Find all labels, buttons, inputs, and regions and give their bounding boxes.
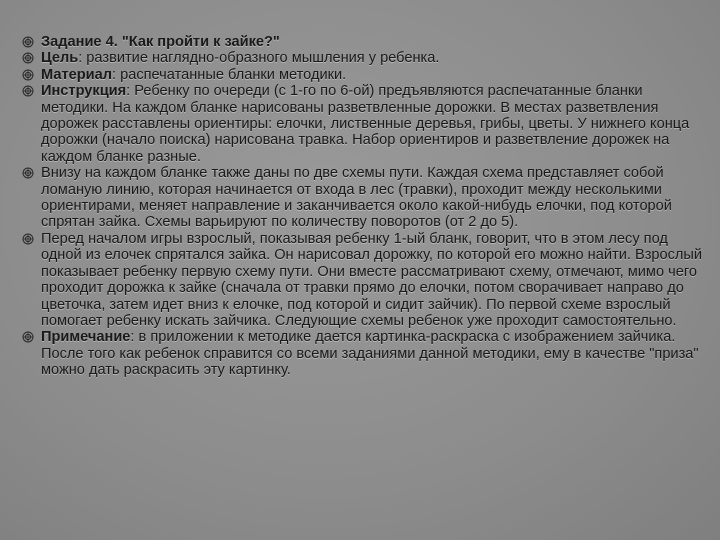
list-item-goal xyxy=(22,50,712,66)
bullet-list xyxy=(22,34,712,379)
goal-label: Цель xyxy=(41,50,79,67)
material-text: : распечатанные бланки методики. xyxy=(112,66,347,83)
circle-bullet-icon xyxy=(22,233,34,245)
list-item-instruction xyxy=(22,83,712,165)
list-item-task xyxy=(22,34,712,50)
schemes-text: Внизу на каждом бланке также даны по две схемы пути. Каждая схема представляет собой ломаную линию, которая начинается от входа в лес (травки), проходит между несколькими ориентирами, меняет направление и заканчивается около какой-нибудь елочки, под которой спрятан зайка. Схемы варьируют по количеству поворотов (от 2 до 5). xyxy=(41,165,672,231)
list-item-schemes xyxy=(22,165,712,231)
list-item-note xyxy=(22,329,712,378)
list-item-material xyxy=(22,67,712,83)
note-label: Примечание xyxy=(41,329,131,346)
circle-bullet-icon xyxy=(22,331,34,343)
circle-bullet-icon xyxy=(22,167,34,179)
game-start-text: Перед началом игры взрослый, показывая ребенку 1-ый бланк, говорит, что в этом лесу под одной из елочек спрятался зайка. Он нарисовал дорожку, по которой его можно найти. Взрослый показывает ребенку первую схему пути. Они вместе рассматривают схему, отмечают, мимо чего проходит дорожка к зайке (сначала от травки прямо до елочки, потом сворачивает направо до цветочка, затем идет вниз к елочке, под которой и сидит зайчик). По первой схеме взрослый помогает ребенку искать зайчика. Следующие схемы ребенок уже проходит самостоятельно. xyxy=(41,230,703,329)
task-title: Задание 4. "Как пройти к зайке?" xyxy=(41,34,280,50)
circle-bullet-icon xyxy=(22,36,34,48)
material-label: Материал xyxy=(41,66,112,83)
circle-bullet-icon xyxy=(22,85,34,97)
circle-bullet-icon xyxy=(22,52,34,64)
instruction-text: : Ребенку по очереди (с 1-го по 6-ой) предъявляются распечатанные бланки методики. На каждом бланке нарисованы разветвленные дорожки. В местах разветвления дорожек расставлены ориентиры: елочки, лиственные деревья, грибы, цветы. У нижнего конца дорожки (начало поиска) нарисована травка. Набор ориентиров и разветвление дорожек на каждом бланке разные. xyxy=(41,83,690,165)
goal-text: : развитие наглядно-образного мышления у ребенка. xyxy=(78,50,440,67)
circle-bullet-icon xyxy=(22,69,34,81)
instruction-label: Инструкция xyxy=(41,83,127,100)
list-item-game-start xyxy=(22,231,712,329)
note-text: : в приложении к методике дается картинка-раскраска с изображением зайчика. После того как ребенок справится со всеми заданиями данной методики, ему в качестве "приза" можно дать раскрасить эту картинку. xyxy=(41,329,699,379)
